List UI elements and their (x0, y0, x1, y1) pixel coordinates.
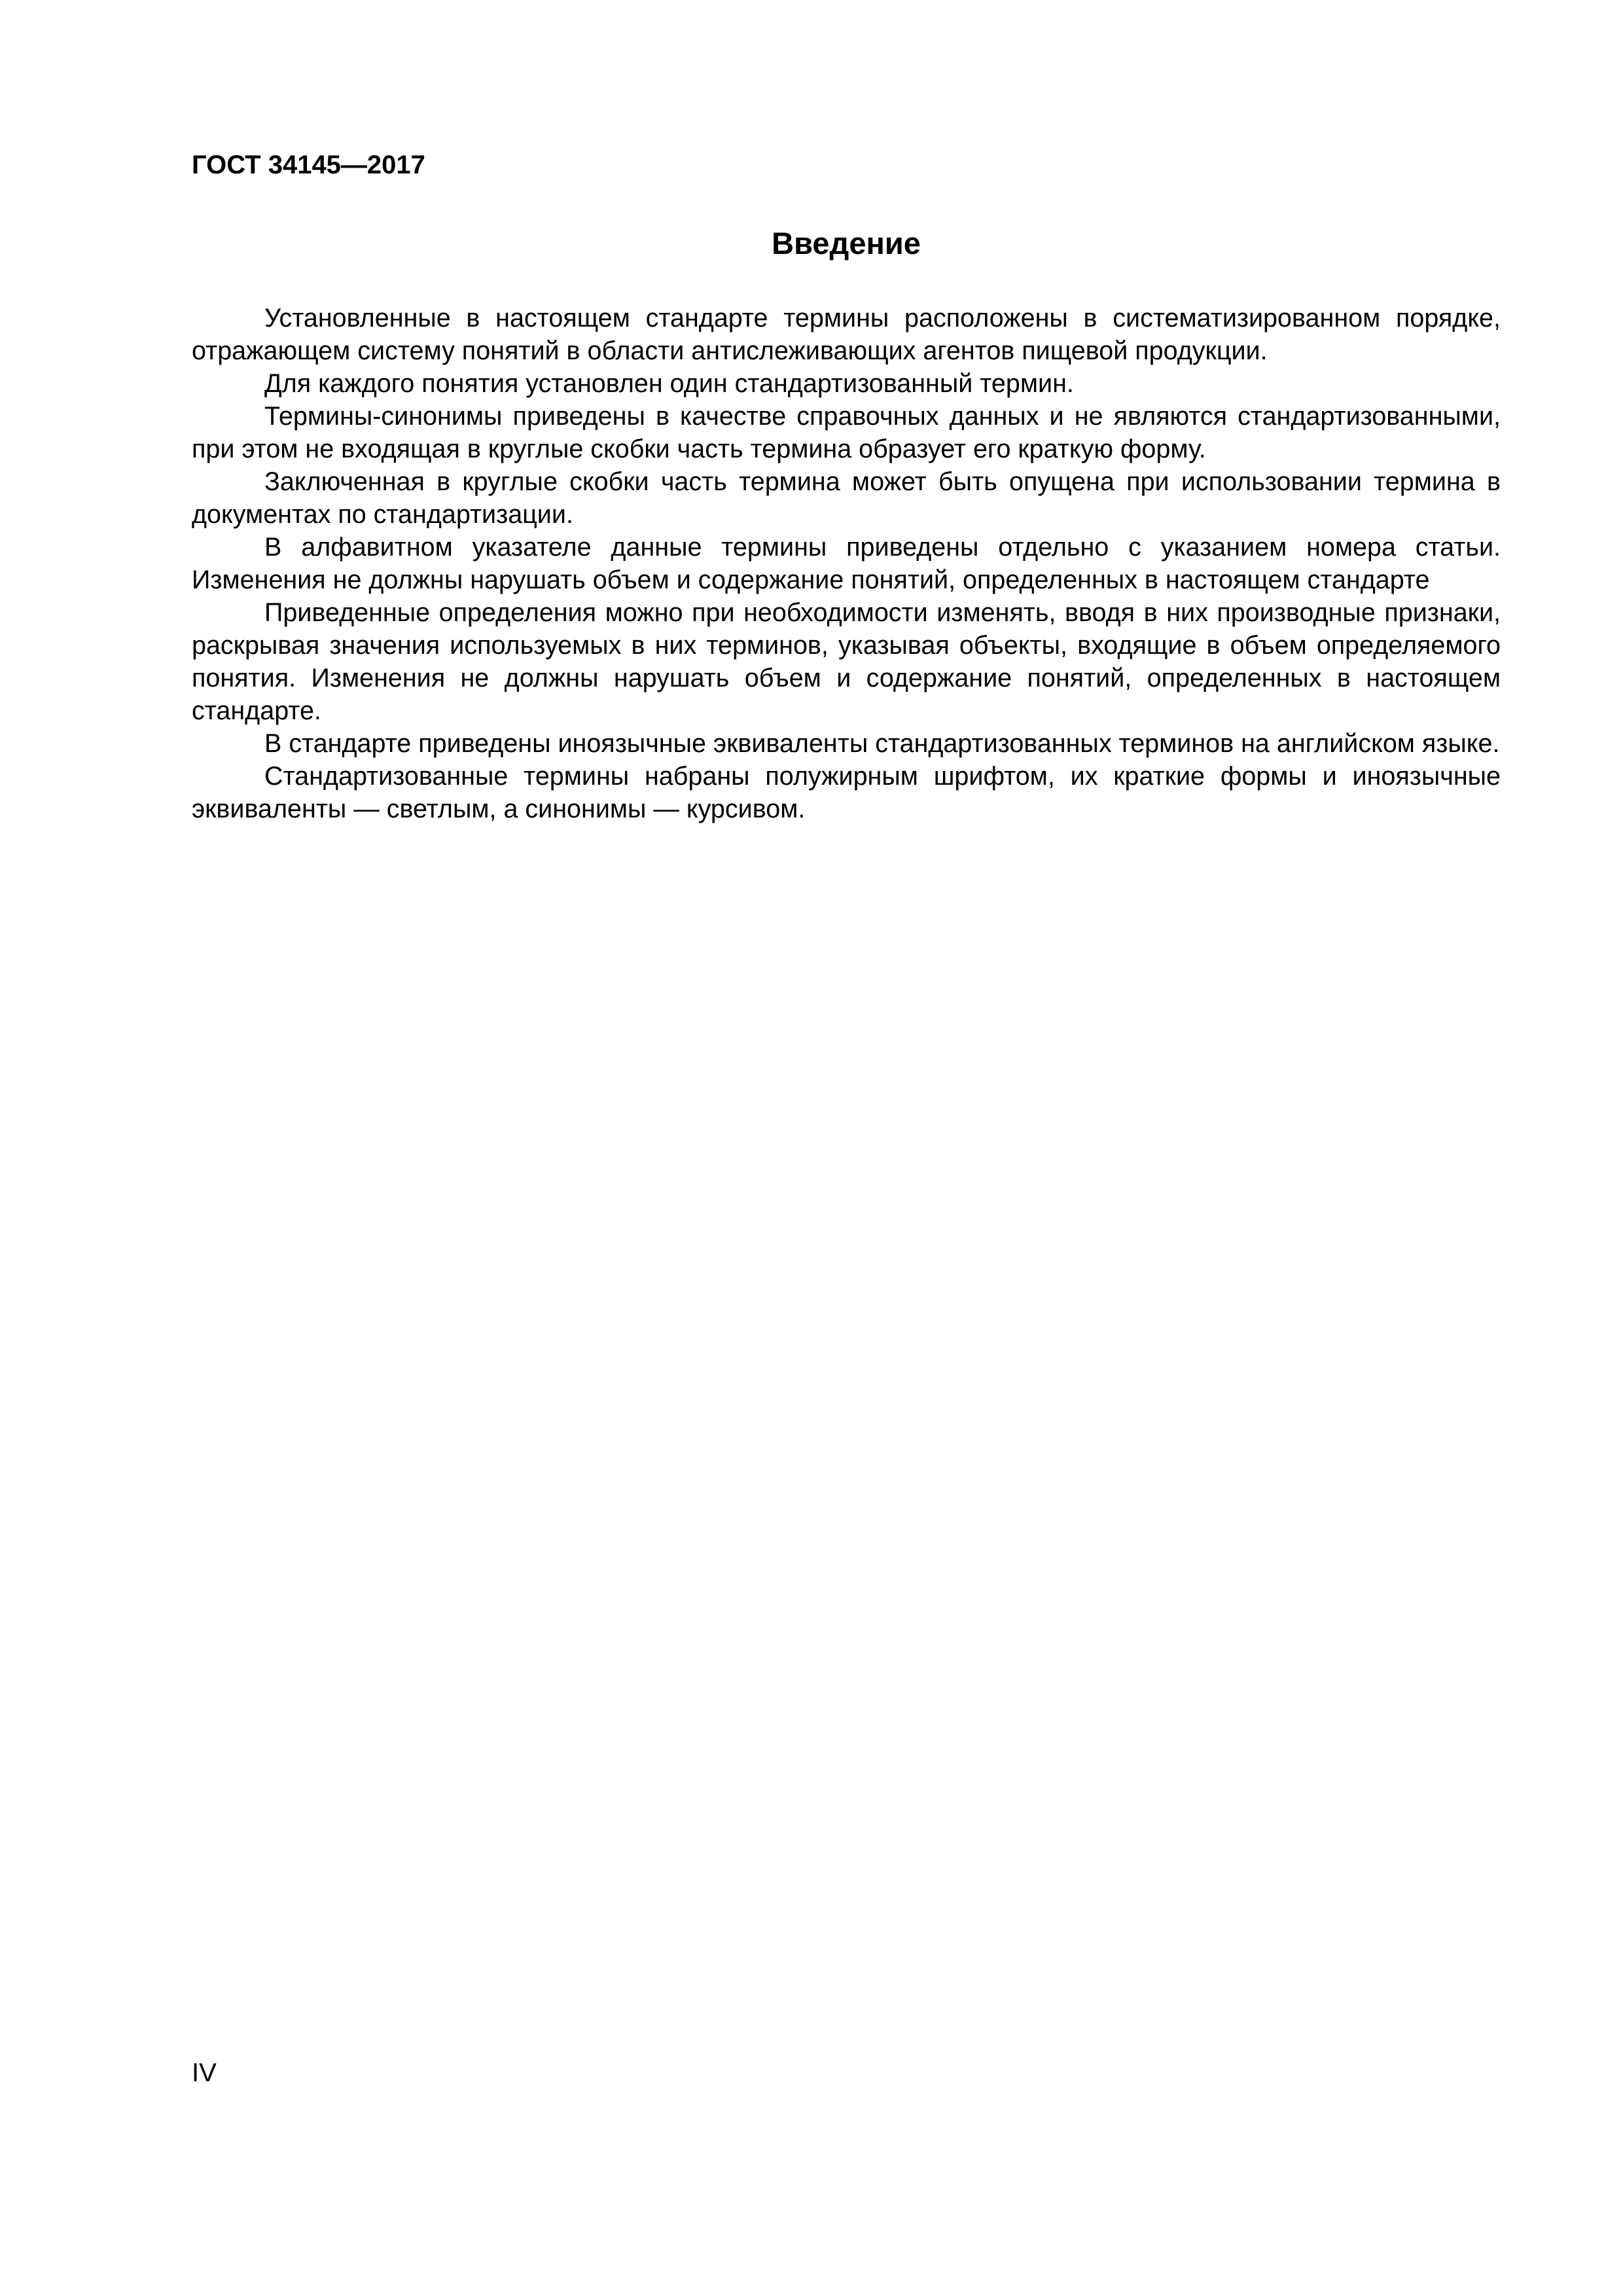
document-code: ГОСТ 34145—2017 (192, 151, 425, 179)
page-number: IV (192, 2058, 217, 2087)
paragraph: Термины-синонимы приведены в качестве справочных данных и не являются стандартизованными, при этом не входящая в круглые скобки часть термина образует его краткую форму. (192, 402, 1501, 463)
paragraph: В алфавитном указателе данные термины приведены отдельно с указанием номера статьи. Изменения не должны нарушать объем и содержание понятий, определенных в настоящем стандарте (192, 533, 1501, 594)
paragraph: Установленные в настоящем стандарте термины расположены в систематизированном порядке, отражающем систему понятий в области антислеживающих агентов пищевой продукции. (192, 304, 1501, 365)
paragraph: Приведенные определения можно при необходимости изменять, вводя в них производные признаки, раскрывая значения используемых в них терминов, указывая объекты, входящие в объем определяемого понятия. Изменения не должны нарушать объем и содержание понятий, определенных в настоящем стандарте. (192, 598, 1501, 725)
paragraph: В стандарте приведены иноязычные эквиваленты стандартизованных терминов на английском языке. (264, 729, 1500, 758)
section-title: Введение (772, 226, 921, 260)
paragraph: Для каждого понятия установлен один стандартизованный термин. (264, 369, 1074, 398)
paragraph: Стандартизованные термины набраны полужирным шрифтом, их краткие формы и иноязычные эквиваленты — светлым, а синонимы — курсивом. (192, 762, 1501, 823)
section-body (192, 302, 1501, 825)
paragraph: Заключенная в круглые скобки часть термина может быть опущена при использовании термина в документах по стандартизации. (192, 467, 1501, 529)
